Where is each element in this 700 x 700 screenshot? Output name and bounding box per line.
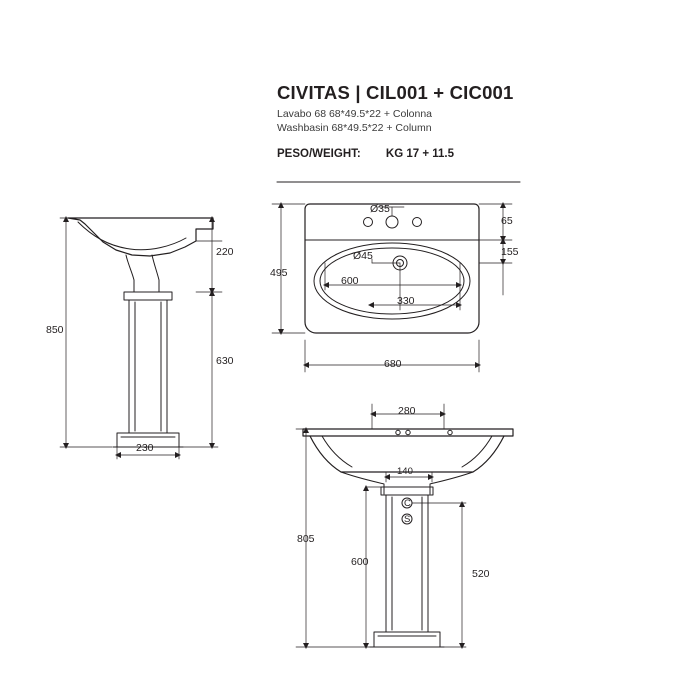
side-elevation-geometry (68, 218, 213, 447)
dim-top-680: 680 (384, 358, 402, 370)
dim-top-hole-45: Ø45 (353, 250, 373, 262)
mark-s-label: S (404, 514, 411, 525)
dim-front-140: 140 (397, 466, 413, 477)
dim-side-230: 230 (136, 442, 154, 454)
model-title: CIVITAS | CIL001 + CIC001 (277, 82, 514, 103)
dim-top-600: 600 (341, 275, 359, 287)
weight-value: KG 17 + 11.5 (385, 148, 454, 161)
subtitle-italian: Lavabo 68 68*49.5*22 + Colonna (277, 108, 433, 121)
dim-front-600: 600 (351, 556, 369, 568)
dim-side-850: 850 (46, 324, 64, 336)
dim-side-220: 220 (216, 246, 234, 258)
dim-top-hole-35: Ø35 (370, 203, 390, 215)
dim-top-65: 65 (501, 215, 513, 227)
dim-top-155: 155 (501, 246, 519, 258)
front-elevation-geometry (303, 429, 513, 647)
dim-front-520: 520 (472, 568, 490, 580)
subtitle-english: Washbasin 68*49.5*22 + Column (277, 122, 432, 135)
dim-top-495: 495 (270, 267, 288, 279)
front-elevation-dimensions (296, 404, 466, 649)
side-elevation-dimensions (60, 216, 222, 459)
dim-front-805: 805 (297, 533, 315, 545)
dim-front-280: 280 (398, 405, 416, 417)
dim-side-630: 630 (216, 355, 234, 367)
dim-top-330: 330 (397, 295, 415, 307)
top-plan-geometry (305, 204, 479, 333)
weight-label: PESO/WEIGHT: (277, 148, 361, 161)
mark-c-label: C (404, 498, 411, 509)
